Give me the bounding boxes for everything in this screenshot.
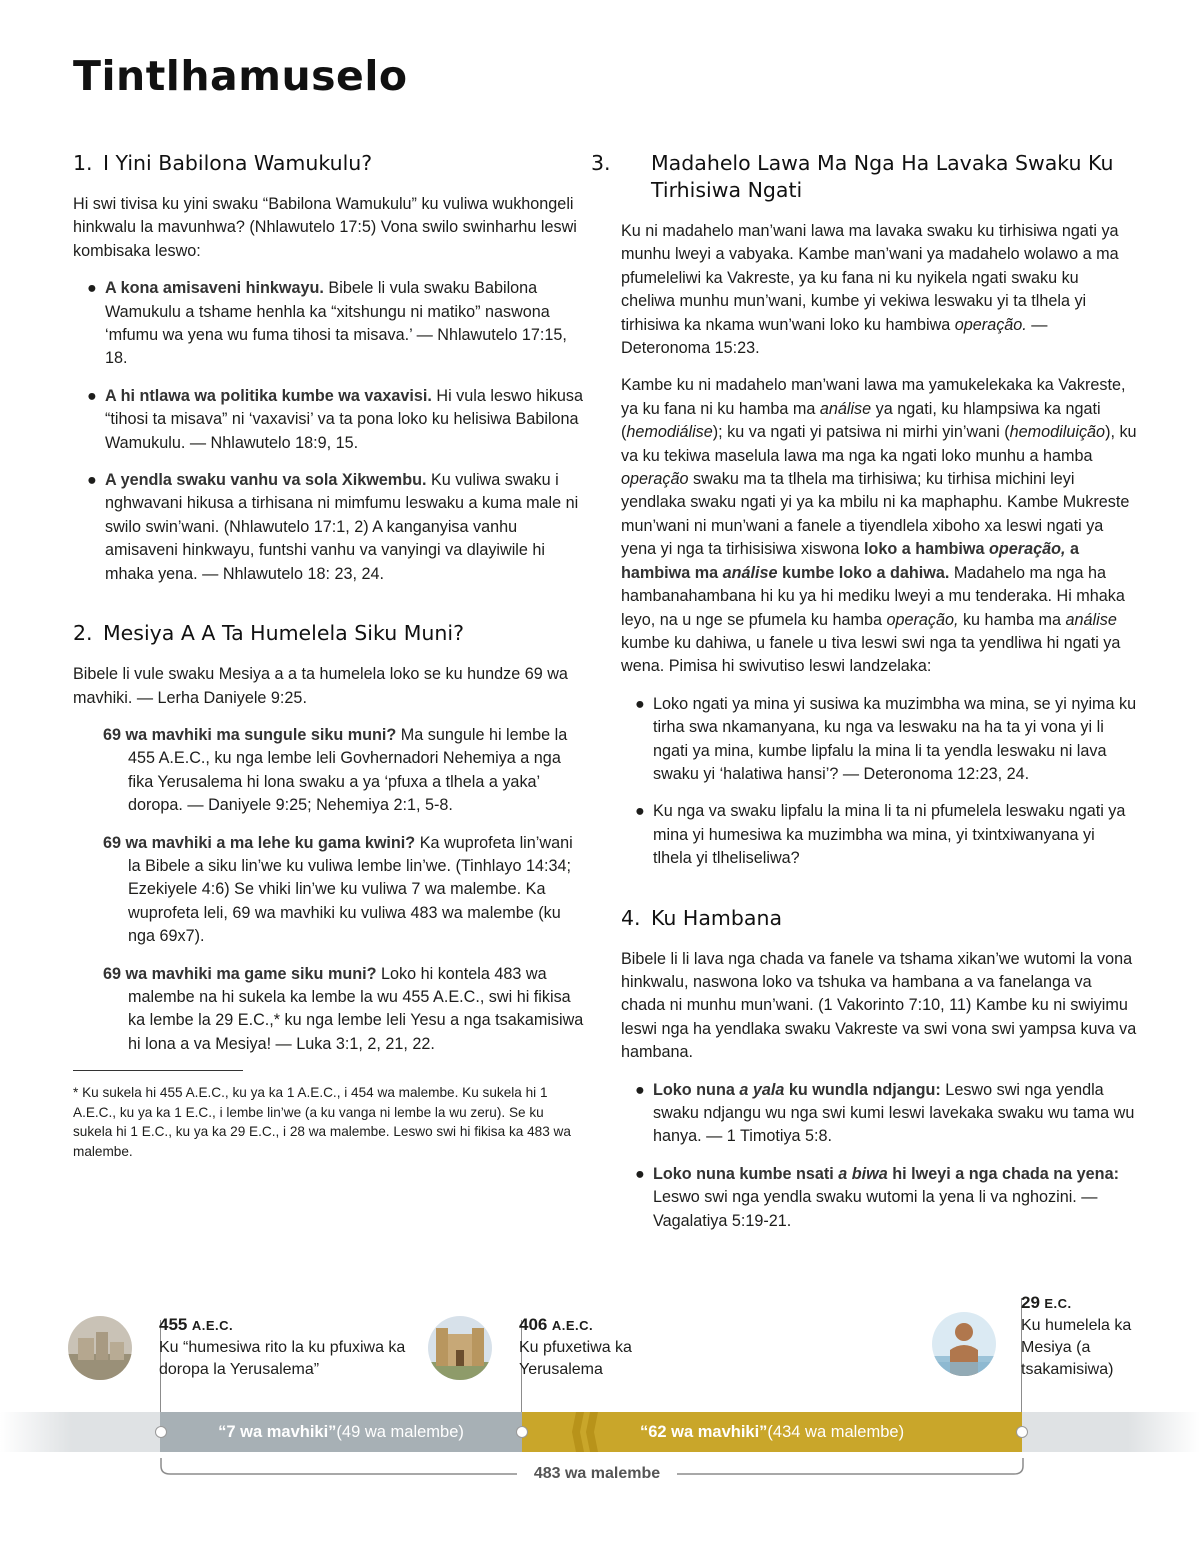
bullet-icon: ● xyxy=(87,471,97,490)
section-4-intro: Bibele li li lava nga chada va fanele va tshama xikan’we wutomi la vona hinkwalu, naswona loko va tshuka va hambana a va fanelanga va chada ni munhu mun’wani. (1 Vakorinto 7:10, 11) Kambe ku ni swiyimu leswi nga ha yendlaka swaku Vakreste va swi vona swi yampsa kuva va hambana. xyxy=(621,949,1137,1062)
ruined-city-image xyxy=(68,1316,132,1380)
section-4-heading: 4. Ku Hambana xyxy=(621,905,783,930)
baptism-image xyxy=(932,1312,996,1376)
timeline-marker xyxy=(516,1426,528,1438)
span-total-label: 483 wa malembe xyxy=(517,1465,677,1483)
segment-62-weeks: “62 wa mavhiki” (434 wa malembe) xyxy=(522,1412,1022,1452)
footnote-divider xyxy=(73,1070,243,1071)
timeline-break-icon xyxy=(570,1408,606,1456)
rebuilt-city-image xyxy=(428,1316,492,1380)
section-3-heading: 3. Madahelo Lawa Ma Nga Ha Lavaka Swaku Ku Tirhisiwa Ngati xyxy=(591,151,1114,202)
list-item: ● A yendla swaku vanhu va sola Xikwembu. Ku vuliwa swaku i nghwavani hikusa a tirhisana ni mimfumu leswaku a kuma male ni swilo swin’wani. (Nhlawutelo 17:1, 2) A kanganyisa vanhu amisaveni hinkwayu, funtshi vanhu va vanyingi va dlayiwile hi mhaka yena. — Nhlawutelo 18: 23, 24. xyxy=(87,471,579,583)
page-title: Tintlhamuselo xyxy=(73,52,408,100)
list-item: 69 wa mavhiki ma sungule siku muni? Ma sungule hi lembe la 455 A.E.C., ku nga lembe leli Govhernadori Nehemiya a nga fika Yerusalema hi lona swaku a ya ‘pfuxa a tlhela a yaka’ doropa. — Daniyele 9:25; Nehemiya 2:1, 5-8. xyxy=(103,725,568,815)
section-3-paragraph-1: Ku ni madahelo man’wani lawa ma lavaka swaku ku tirhisiwa ngati ya munhu lweyi a vabyaka. Kambe man’wani ya madahelo wolawo a ma pfumeleliwi ka Vakreste, ya ku fana ni ku nyikela ngati swaku ku cheliwa munhu mun’wani, kumbe yi vekiwa leswaku yi ta tlhela yi tirhisiwa ka nkama wun’wani loko ku hambiwa operação. — Deteronoma 15:23. xyxy=(621,222,1119,358)
bullet-icon: ● xyxy=(635,802,645,821)
right-column xyxy=(591,150,1137,1247)
event-406: 406 A.E.C. Ku pfuxetiwa ka Yerusalema xyxy=(519,1315,632,1378)
list-item: 69 wa mavhiki ma game siku muni? Loko hi kontela 483 wa malembe na hi sukela ka lembe la wu 455 A.E.C., swi hi fikisa ka lembe la 29 E.C.,* ku nga lembe leli Yesu a nga tsakamisiwa hi lona a va Mesiya! — Luka 3:1, 2, 21, 22. xyxy=(103,964,584,1053)
section-2-heading: 2. Mesiya A A Ta Humelela Siku Muni? xyxy=(73,621,464,646)
section-2-intro: Bibele li vule swaku Mesiya a a ta humelela loko se ku hundze 69 wa mavhiki. — Lerha Daniyele 9:25. xyxy=(73,665,568,707)
timeline-marker xyxy=(1016,1426,1028,1438)
left-column xyxy=(73,150,585,1161)
bullet-icon: ● xyxy=(635,694,645,713)
list-item: ● Ku nga va swaku lipfalu la mina li ta ni pfumelela leswaku ngati ya mina yi humesiwa ka muzimbha wa mina, yi txintxiwanyana yi tlhela yi tlheliseliwa? xyxy=(635,802,1126,868)
event-29: 29 E.C. Ku humelela ka Mesiya (a tsakamisiwa) xyxy=(1021,1293,1132,1378)
bullet-icon: ● xyxy=(635,1164,645,1183)
section-1-intro: Hi swi tivisa ku yini swaku “Babilona Wamukulu” ku vuliwa wukhongeli hinkwalu la mavunhwa? (Nhlawutelo 17:5) Vona swilo swinharhu leswi kombisaka leswo: xyxy=(73,195,577,260)
list-item: ● Loko ngati ya mina yi susiwa ka muzimbha wa mina, se yi nyima ku tirha swa nkamanyana, ku nga va leswaku na ha ta yi vona yi li ngati ya mina, kumbe lipfalu la mina li ta yendla leswaku ni lava swaku yi ‘halatiwa hansi’? — Deteronoma 12:23, 24. xyxy=(635,694,1137,783)
bullet-icon: ● xyxy=(87,279,97,298)
list-item: ● Loko nuna a yala ku wundla ndjangu: Leswo swi nga yendla swaku ndjangu wu nga swi kumi leswi lavekaka swaku wu tama wu hanya. — 1 Timotiya 5:8. xyxy=(635,1080,1135,1146)
timeline-marker xyxy=(155,1426,167,1438)
footnote: * Ku sukela hi 455 A.E.C., ku ya ka 1 A.E.C., i 454 wa malembe. Ku sukela hi 1 A.E.C., ku ya ka 1 E.C., i lembe lin’we (a ku vanga ni lembe la wu zeru). Se ku sukela hi 1 E.C., ku ya ka 29 E.C., i 28 wa malembe. Leswo swi hi fikisa ka 483 wa malembe. xyxy=(73,1085,571,1159)
section-1-heading: 1. I Yini Babilona Wamukulu? xyxy=(73,151,373,175)
bullet-icon: ● xyxy=(635,1080,645,1099)
list-item: ● Loko nuna kumbe nsati a biwa hi lweyi a nga chada na yena: Leswo swi nga yendla swaku wutomi la yena li va nghozini. — Vagalatiya 5:19-21. xyxy=(635,1164,1119,1230)
list-item: 69 wa mavhiki a ma lehe ku gama kwini? Ka wuprofeta lin’wani la Bibele a siku lin’we ku vuliwa lembe lin’we. (Tinhlayo 14:34; Ezekiyele 4:6) Se vhiki lin’we ku vuliwa 7 wa malembe. Ka wuprofeta leli, 69 wa mavhiki ku vuliwa 483 wa malembe (ku nga 69x7). xyxy=(103,833,573,946)
list-item: ● A kona amisaveni hinkwayu. Bibele li vula swaku Babilona Wamukulu a tshame henhla ka “xitshungu ni matiko” naswona ‘mfumu wa yena wu fuma tihosi ta misava.’ — Nhlawutelo 17:15, 18. xyxy=(87,279,567,368)
section-3-paragraph-2: Kambe ku ni madahelo man’wani lawa ma yamukelekaka ka Vakreste, ya ku fana ni ku hamba ma análise ya ngati, ku hlampsiwa ka ngati (hemodiálise); ku va ngati yi patsiwa ni mirhi yin’wani (hemodiluição), ku va ku tekiwa maselula lawa ma nga ka ngati loko munhu a hamba operação swaku ma ta tlhela ma tirhisiwa; ku tirhisa michini leyi yendlaka swaku ngati yi ya ka mbilu ni ka maphaphu. Kambe Mukreste mun’wani ni mun’wani a fanele a tiyendlela xiboho xa leswi ngati ya yena yi nga ta tirhisisiwa xiswona loko a hambiwa operação, a hambiwa ma análise kumbe loko a dahiwa. Madahelo ma nga ha hambanahambana hi ku ya hi mediku lweyi a mu tenderaka. Hi mhaka leyo, na u nge se pfumela ku hamba operação, ku hamba ma análise kumbe ku dahiwa, u fanele u tiva leswi swi nga ta yendliwa hi ngati ya wena. Pimisa hi swivutiso leswi landzelaka: xyxy=(621,376,1137,676)
segment-7-weeks: “7 wa mavhiki” (49 wa malembe) xyxy=(160,1412,522,1452)
event-455: 455 A.E.C. Ku “humesiwa rito la ku pfuxiwa ka doropa la Yerusalema” xyxy=(159,1315,406,1378)
list-item: ● A hi ntlawa wa politika kumbe wa vaxavisi. Hi vula leswo hikusa “tihosi ta misava” ni ‘vaxavisi’ va ta pona loko ku helisiwa Babilona Wamukulu. — Nhlawutelo 18:9, 15. xyxy=(87,386,584,452)
bullet-icon: ● xyxy=(87,386,97,405)
timeline xyxy=(0,1290,1200,1543)
